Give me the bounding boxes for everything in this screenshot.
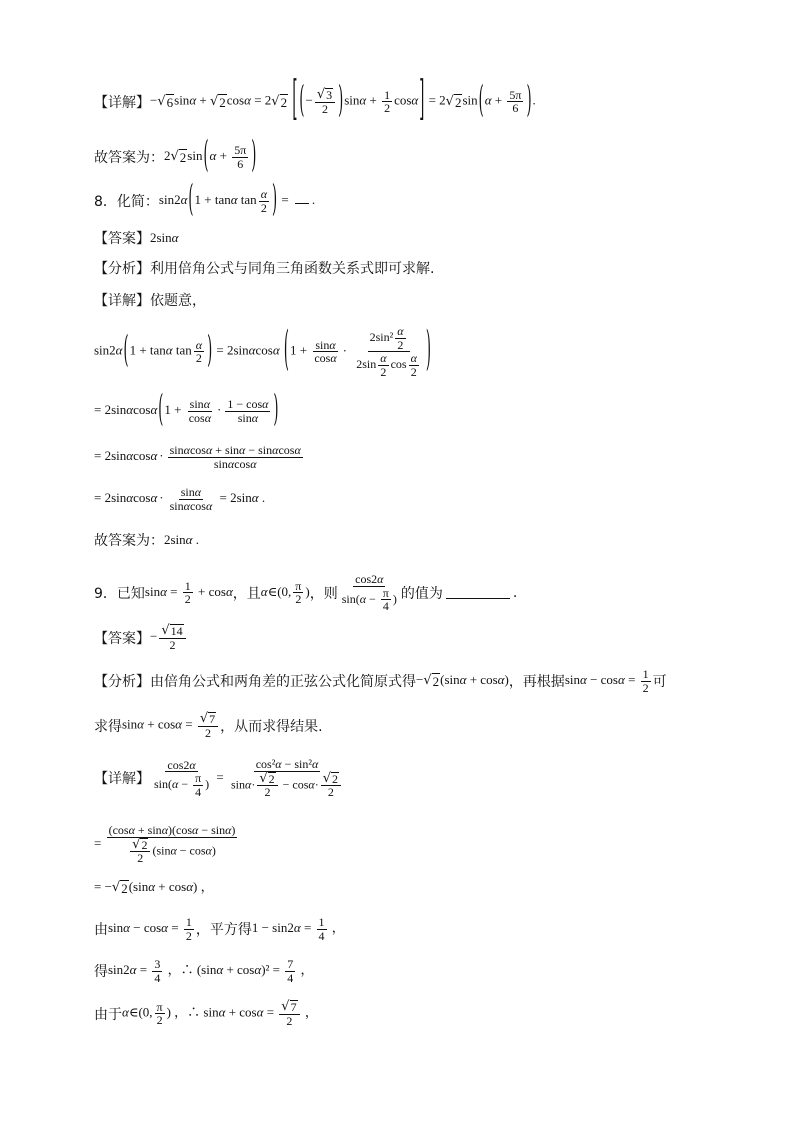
q9-step3 [94, 876, 214, 897]
q9-mid1: ，且 [232, 585, 261, 602]
q8-blank[interactable] [295, 191, 309, 204]
q9-cond-math: sinα = $\frac{1}{2}$ + cosα [144, 578, 233, 607]
q7-detail-line [94, 74, 536, 129]
q9-analysis-line [94, 668, 667, 694]
q9-answer-line [94, 624, 188, 651]
q7-final-line [94, 135, 257, 178]
q8-step2-math: = 2sinαcosα(1 + $\frac{\sin\alpha}{\cos\alpha}$ · $\frac{1 - \cos\alpha}{\sin\alpha}$ ) [94, 389, 279, 432]
q9-analysis-text2: ，再根据 [508, 674, 565, 691]
final-label: 故答案为： [94, 150, 164, 167]
q9-expr-math: cos2α sin(α − $\frac{\pi}{4}$ ) [341, 572, 397, 614]
q8-question [94, 179, 316, 222]
q9-line-square-math: 1 − sin2α = $\frac{1}{4}$ ， [251, 915, 345, 943]
q9-line-square-text: ，平方得 [195, 922, 252, 939]
answer-label: 【答案】 [94, 630, 150, 647]
q9-line-yu-math: α∈(0, $\frac{\pi}{2}$ ) ，∴ sinα + cosα = √ 7 2 ， [122, 999, 318, 1028]
q7-detail-math: − √ 6 sinα + √ 2 cosα = 2 √ 2 [ (− √ 3 2 )sinα + $\frac{1}{2}$ cosα] = 2 √ 2 sin(α + $\frac{5\pi}{6}$ ). [150, 74, 536, 129]
final-label: 故答案为： [94, 533, 164, 549]
q9-line-de-text: 得 [94, 964, 108, 981]
q9-line-yu [94, 1000, 318, 1027]
q9-line-de [94, 958, 314, 984]
q8-step2 [94, 389, 280, 432]
q8-step4 [94, 486, 265, 512]
q8-question-math: sin2α(1 + tanα tan $\frac{\alpha}{2}$ ) = . [158, 179, 316, 222]
q7-final-math: 2 √ 2 sin(α + $\frac{5\pi}{6}$ ) [164, 135, 257, 178]
q9-answer-math: − √ 14 2 [150, 624, 188, 651]
q9-detail-line [94, 758, 347, 799]
q9-line-yu-text: 由于 [94, 1006, 122, 1023]
q9-blank[interactable] [446, 586, 510, 599]
answer-label: 【答案】 [94, 231, 150, 247]
analysis-label: 【分析】 [94, 674, 150, 691]
q8-analysis-text: 利用倍角公式与同角三角函数关系式即可求解. [150, 261, 435, 277]
q8-final-math: 2sinα . [164, 532, 199, 547]
q9-number: 9．已知 [94, 585, 145, 602]
q8-step1-math: sin2α(1 + tanα tan $\frac{\alpha}{2}$ ) = 2sinαcosα (1 + $\frac{\sin\alpha}{\cos\alpha}$ · 2sin² $\frac{\alpha}{2}$ 2sin $\frac{\alpha}{2}$ cos $\frac{\alpha}{2}$ ) [94, 324, 431, 379]
q9-detail-step1: cos2α sin(α − $\frac{\pi}{4}$ ) = cos²α − sin²α sinα· √ 2 2 − cosα· √ 2 2 [150, 758, 347, 799]
q9-analysis-math1: − √ 2 (sinα + cosα) [416, 672, 509, 690]
q8-detail-line [94, 290, 206, 310]
detail-label: 【详解】 [94, 293, 150, 309]
q9-analysis-math3: sinα + cosα = √ 7 2 [122, 712, 220, 739]
q9-step2 [94, 824, 239, 865]
q9-line-de-math: sin2α = $\frac{3}{4}$ ，∴ (sinα + cosα)² = $\frac{7}{4}$ ， [108, 957, 314, 985]
q8-step4-math: = 2sinαcosα · $\frac{\sin\alpha}{\sin\alpha\cos\alpha}$ = 2sinα . [94, 485, 266, 513]
q9-analysis-line2 [94, 712, 323, 739]
q8-step3-math: = 2sinαcosα · $\frac{\sin\alpha\cos\alpha + \sin\alpha - \sin\alpha\cos\alpha}{\sin\alpha\cos\alpha}$ [94, 443, 301, 471]
q9-analysis-math2: sinα − cosα = $\frac{1}{2}$ [564, 667, 649, 695]
q9-analysis-text5: ，从而求得结果. [220, 718, 323, 735]
analysis-label: 【分析】 [94, 261, 150, 277]
q9-analysis-text4: 求得 [94, 718, 122, 735]
q8-step1 [94, 325, 432, 378]
q9-analysis-text1: 由倍角公式和两角差的正弦公式化简原式得 [150, 674, 416, 691]
q9-end: 的值为 [400, 585, 443, 602]
q9-question: 9．已知 sinα = $\frac{1}{2}$ + cosα ，且 α∈(0, $\frac{\pi}{2}$ ) ，则 cos2α sin(α − $\frac{\pi}{4}$ ) 的值为 . [94, 572, 518, 614]
q8-answer-math: 2sinα [150, 230, 179, 245]
q9-analysis-text3: 可 [652, 674, 667, 691]
q8-detail-intro: 依题意， [150, 293, 206, 309]
q9-line-you-text: 由 [94, 922, 108, 939]
q8-final-line [94, 530, 199, 550]
q9-detail-step3: = − √ 2 (sinα + cosα) ， [94, 879, 214, 896]
q9-detail-step2: = (cosα + sinα)(cosα − sinα) √ 2 2 (sinα − cosα) [94, 823, 236, 866]
detail-label: 【详解】 [94, 771, 150, 788]
q9-line-you-math: sinα − cosα = $\frac{1}{2}$ [108, 915, 192, 943]
detail-label: 【详解】 [94, 94, 150, 111]
q8-step3 [94, 444, 305, 470]
q9-mid2: ，则 [309, 585, 338, 602]
q9-range-math: α∈(0, $\frac{\pi}{2}$ ) [260, 578, 310, 607]
q8-number: 8．化简： [94, 194, 159, 211]
q8-analysis-line [94, 258, 434, 278]
q8-answer-line [94, 228, 179, 248]
q9-line-you [94, 916, 345, 942]
